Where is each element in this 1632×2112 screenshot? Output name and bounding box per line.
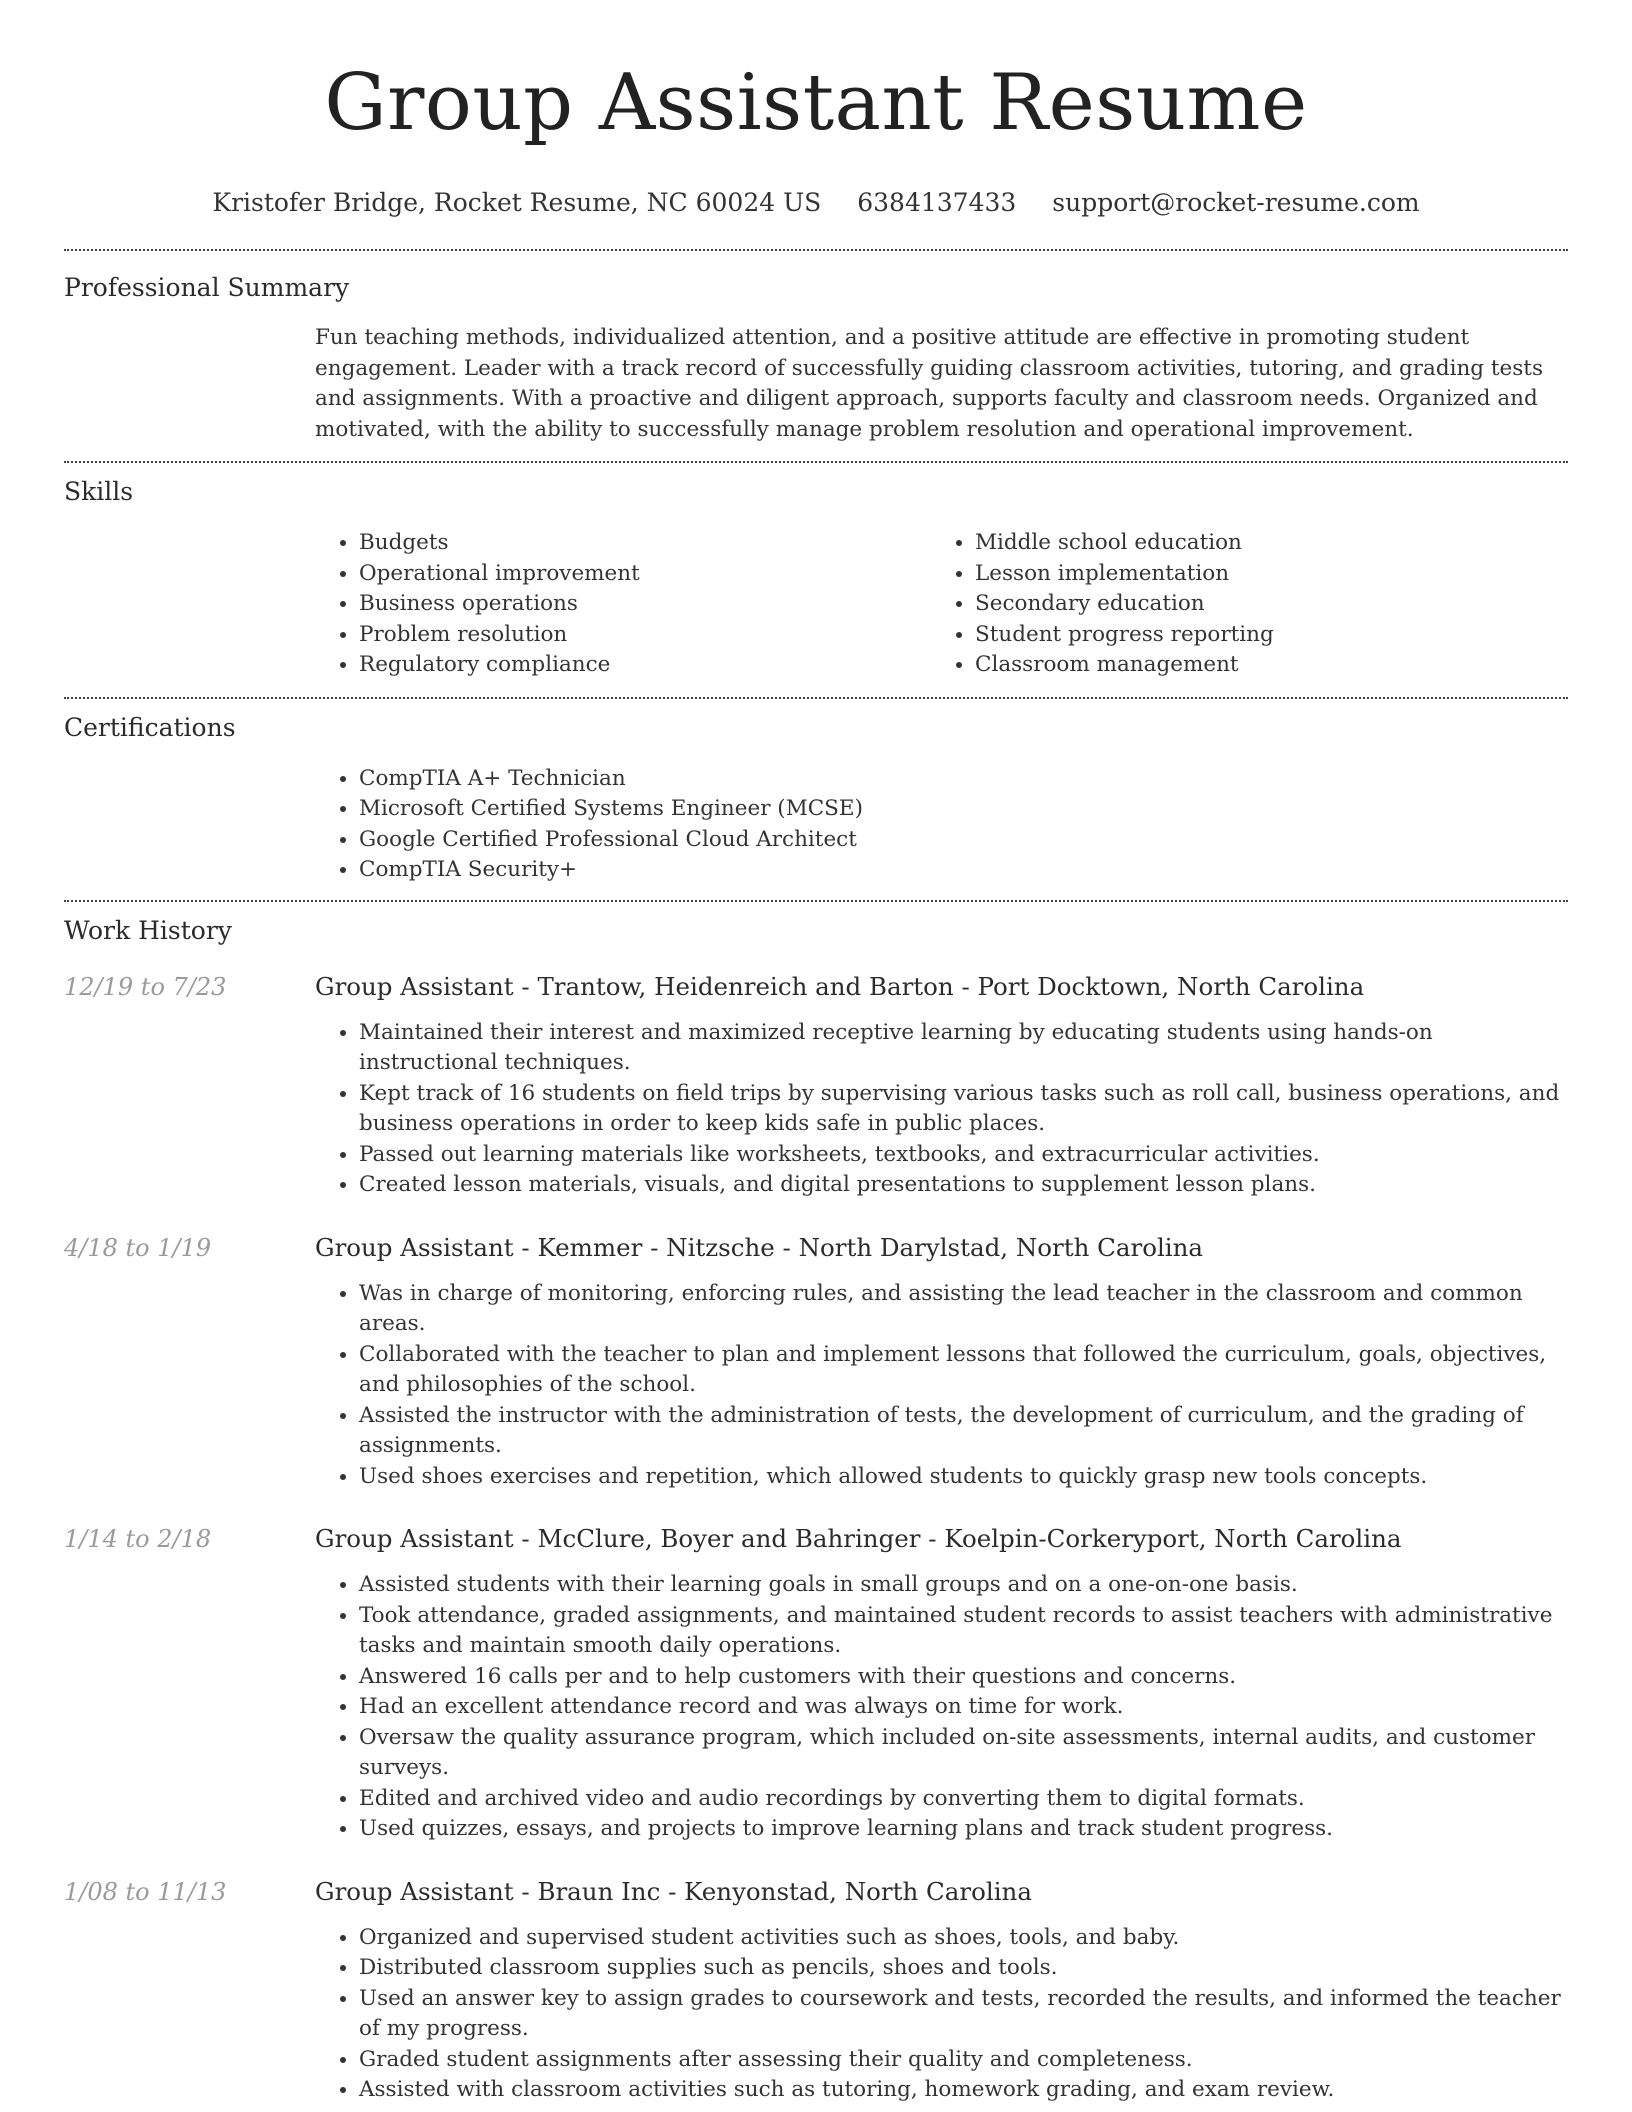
job-bullets: [315, 1018, 1568, 1201]
job-bullet: • Used shoes exercises and repetition, which allowed students to quickly grasp new tools concepts.: [359, 1462, 1568, 1493]
skill-item: • Problem resolution: [359, 620, 931, 651]
job-bullet: • Kept track of 16 students on field trips by supervising various tasks such as roll call, business operations, and business operations in order to keep kids safe in public places.: [359, 1079, 1568, 1140]
job-bullet: • Maintained their interest and maximized receptive learning by educating students using hands-on instructional techniques.: [359, 1018, 1568, 1079]
skill-item: • Classroom management: [975, 650, 1547, 681]
summary-section: [64, 251, 1568, 461]
job-date: 12/19 to 7/23: [64, 972, 227, 1001]
contact-address: Kristofer Bridge, Rocket Resume, NC 60024 US: [212, 188, 822, 217]
job-bullet: • Had an excellent attendance record and was always on time for work.: [359, 1692, 1568, 1723]
job-entry: [64, 1875, 1568, 2106]
skill-item: • Budgets: [359, 528, 931, 559]
job-bullet: • Used an answer key to assign grades to coursework and tests, recorded the results, and informed the teacher of my progress.: [359, 1984, 1568, 2045]
certifications-heading: Certifications: [64, 712, 236, 742]
skill-item: • Operational improvement: [359, 559, 931, 590]
certifications-list: [315, 764, 1568, 886]
work-section: [64, 902, 1568, 2106]
skill-item: • Regulatory compliance: [359, 650, 931, 681]
job-date: 1/08 to 11/13: [64, 1877, 227, 1906]
job-bullets: [315, 1570, 1568, 1845]
job-bullet: • Created lesson materials, visuals, and digital presentations to supplement lesson plans.: [359, 1170, 1568, 1201]
job-bullet: • Took attendance, graded assignments, and maintained student records to assist teachers with administrative tasks and maintain smooth daily operations.: [359, 1601, 1568, 1662]
job-date: 4/18 to 1/19: [64, 1233, 212, 1262]
job-bullet: • Assisted students with their learning goals in small groups and on a one-on-one basis.: [359, 1570, 1568, 1601]
job-bullets: [315, 1923, 1568, 2106]
job-header: [64, 1231, 1568, 1265]
contact-phone: 6384137433: [857, 188, 1017, 217]
job-bullet: • Edited and archived video and audio recordings by converting them to digital formats.: [359, 1784, 1568, 1815]
job-bullet: • Organized and supervised student activities such as shoes, tools, and baby.: [359, 1923, 1568, 1954]
job-title: Group Assistant - Trantow, Heidenreich and Barton - Port Docktown, North Carolina: [315, 971, 1365, 1001]
job-title: Group Assistant - McClure, Boyer and Bahringer - Koelpin-Corkeryport, North Carolina: [315, 1524, 1402, 1553]
job-bullets-block: [315, 1923, 1568, 2106]
skills-columns: [315, 528, 1568, 697]
job-bullet: • Assisted the instructor with the administration of tests, the development of curriculum, and the grading of assignments.: [359, 1401, 1568, 1462]
job-bullet: • Passed out learning materials like worksheets, textbooks, and extracurricular activities.: [359, 1140, 1568, 1171]
skill-item: • Secondary education: [975, 589, 1547, 620]
job-bullet: • Assisted with classroom activities such as tutoring, homework grading, and exam review.: [359, 2075, 1568, 2106]
summary-heading: Professional Summary: [64, 273, 350, 302]
job-header: [64, 1875, 1568, 1909]
job-bullet: • Answered 16 calls per and to help customers with their questions and concerns.: [359, 1662, 1568, 1693]
job-header: [64, 1522, 1568, 1556]
skills-list-left: [315, 528, 931, 681]
certification-item: • Google Certified Professional Cloud Architect: [359, 825, 1568, 856]
job-title: Group Assistant - Kemmer - Nitzsche - North Darylstad, North Carolina: [315, 1232, 1204, 1262]
skill-item: • Student progress reporting: [975, 620, 1547, 651]
skills-heading: Skills: [64, 477, 134, 506]
job-bullet: • Collaborated with the teacher to plan and implement lessons that followed the curriculum, goals, objectives, and philosophies of the school.: [359, 1340, 1568, 1401]
skill-item: • Business operations: [359, 589, 931, 620]
job-bullet: • Oversaw the quality assurance program, which included on-site assessments, internal audits, and customer surveys.: [359, 1723, 1568, 1784]
job-bullets-block: [315, 1279, 1568, 1493]
job-bullets-block: [315, 1018, 1568, 1201]
job-bullets-block: [315, 1570, 1568, 1845]
certifications-block: [315, 764, 1568, 900]
job-title: Group Assistant - Braun Inc - Kenyonstad, North Carolina: [315, 1876, 1032, 1906]
job-date: 1/14 to 2/18: [64, 1525, 212, 1553]
certifications-section: [64, 699, 1568, 900]
job-entry: [64, 970, 1568, 1201]
job-bullet: • Distributed classroom supplies such as pencils, shoes and tools.: [359, 1953, 1568, 1984]
skills-list-right: [931, 528, 1547, 681]
certification-item: • CompTIA Security+: [359, 855, 1568, 886]
job-bullet: • Used quizzes, essays, and projects to improve learning plans and track student progress.: [359, 1814, 1568, 1845]
contact-email: support@rocket-resume.com: [1052, 188, 1420, 217]
resume-title: Group Assistant Resume: [324, 58, 1308, 148]
skill-item: • Lesson implementation: [975, 559, 1547, 590]
job-bullet: • Was in charge of monitoring, enforcing rules, and assisting the lead teacher in the classroom and common areas.: [359, 1279, 1568, 1340]
job-bullet: • Graded student assignments after assessing their quality and completeness.: [359, 2045, 1568, 2076]
skills-section: [64, 463, 1568, 697]
certification-item: • Microsoft Certified Systems Engineer (MCSE): [359, 794, 1568, 825]
summary-text: Fun teaching methods, individualized attention, and a positive attitude are effective in promoting student engagement. Leader with a track record of successfully guiding classroom activities, tutoring, and grading tests and assignments. With a proactive and diligent approach, supports faculty and classroom needs. Organized and motivated, with the ability to successfully manage problem resolution and operational improvement.: [315, 325, 1543, 442]
job-entry: [64, 1522, 1568, 1845]
contact-line: [64, 186, 1568, 220]
skill-item: • Middle school education: [975, 528, 1547, 559]
job-header: [64, 970, 1568, 1004]
job-entry: [64, 1231, 1568, 1493]
certification-item: • CompTIA A+ Technician: [359, 764, 1568, 795]
work-heading: Work History: [64, 915, 232, 945]
job-bullets: [315, 1279, 1568, 1493]
